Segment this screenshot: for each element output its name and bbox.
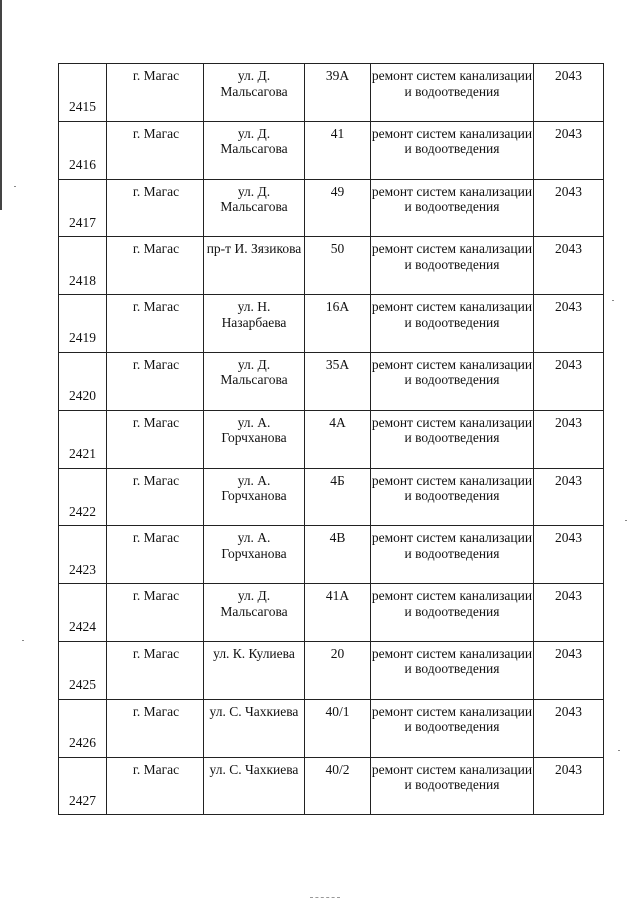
scan-edge-mark (0, 0, 2, 210)
year-cell: 2043 (534, 295, 604, 353)
city-cell: г. Магас (107, 295, 204, 353)
works-table-body (59, 64, 604, 815)
table-row (59, 641, 604, 699)
scan-speck (22, 640, 24, 641)
work-type-cell: ремонт систем канализации и водоотведения (371, 468, 534, 526)
street-cell: ул. С. Чахкиева (204, 757, 305, 815)
row-number-cell: 2421 (59, 410, 107, 468)
work-type-cell: ремонт систем канализации и водоотведения (371, 237, 534, 295)
row-number-cell: 2417 (59, 179, 107, 237)
house-number-cell: 35А (305, 352, 371, 410)
year-cell: 2043 (534, 641, 604, 699)
table-row (59, 757, 604, 815)
street-cell: ул. Н. Назарбаева (204, 295, 305, 353)
city-cell: г. Магас (107, 64, 204, 122)
city-cell: г. Магас (107, 699, 204, 757)
city-cell: г. Магас (107, 410, 204, 468)
year-cell: 2043 (534, 179, 604, 237)
house-number-cell: 41А (305, 584, 371, 642)
table-row (59, 237, 604, 295)
street-cell: пр-т И. Зязикова (204, 237, 305, 295)
house-number-cell: 50 (305, 237, 371, 295)
house-number-cell: 40/2 (305, 757, 371, 815)
city-cell: г. Магас (107, 468, 204, 526)
year-cell: 2043 (534, 410, 604, 468)
house-number-cell: 39А (305, 64, 371, 122)
work-type-cell: ремонт систем канализации и водоотведения (371, 699, 534, 757)
row-number-cell: 2422 (59, 468, 107, 526)
work-type-cell: ремонт систем канализации и водоотведения (371, 526, 534, 584)
house-number-cell: 4В (305, 526, 371, 584)
table-row (59, 584, 604, 642)
house-number-cell: 4А (305, 410, 371, 468)
city-cell: г. Магас (107, 237, 204, 295)
house-number-cell: 41 (305, 121, 371, 179)
scan-speck (625, 520, 627, 521)
table-row (59, 64, 604, 122)
house-number-cell: 16А (305, 295, 371, 353)
table-row (59, 410, 604, 468)
works-table (58, 63, 604, 815)
year-cell: 2043 (534, 699, 604, 757)
table-row (59, 699, 604, 757)
table-row (59, 295, 604, 353)
street-cell: ул. К. Кулиева (204, 641, 305, 699)
street-cell: ул. Д. Мальсагова (204, 352, 305, 410)
year-cell: 2043 (534, 526, 604, 584)
year-cell: 2043 (534, 584, 604, 642)
street-cell: ул. А. Горчханова (204, 410, 305, 468)
row-number-cell: 2424 (59, 584, 107, 642)
year-cell: 2043 (534, 121, 604, 179)
house-number-cell: 4Б (305, 468, 371, 526)
page-footer-mark (310, 897, 340, 900)
work-type-cell: ремонт систем канализации и водоотведения (371, 179, 534, 237)
street-cell: ул. С. Чахкиева (204, 699, 305, 757)
row-number-cell: 2427 (59, 757, 107, 815)
city-cell: г. Магас (107, 584, 204, 642)
work-type-cell: ремонт систем канализации и водоотведения (371, 410, 534, 468)
scan-speck (14, 186, 16, 187)
work-type-cell: ремонт систем канализации и водоотведения (371, 641, 534, 699)
house-number-cell: 20 (305, 641, 371, 699)
row-number-cell: 2415 (59, 64, 107, 122)
row-number-cell: 2423 (59, 526, 107, 584)
work-type-cell: ремонт систем канализации и водоотведения (371, 584, 534, 642)
row-number-cell: 2425 (59, 641, 107, 699)
year-cell: 2043 (534, 64, 604, 122)
city-cell: г. Магас (107, 179, 204, 237)
street-cell: ул. Д. Мальсагова (204, 64, 305, 122)
table-row (59, 526, 604, 584)
table-row (59, 352, 604, 410)
city-cell: г. Магас (107, 121, 204, 179)
year-cell: 2043 (534, 757, 604, 815)
table-row (59, 121, 604, 179)
scan-speck (612, 300, 614, 301)
street-cell: ул. Д. Мальсагова (204, 584, 305, 642)
work-type-cell: ремонт систем канализации и водоотведения (371, 295, 534, 353)
street-cell: ул. Д. Мальсагова (204, 121, 305, 179)
table-row (59, 468, 604, 526)
year-cell: 2043 (534, 468, 604, 526)
row-number-cell: 2420 (59, 352, 107, 410)
row-number-cell: 2418 (59, 237, 107, 295)
work-type-cell: ремонт систем канализации и водоотведения (371, 757, 534, 815)
city-cell: г. Магас (107, 757, 204, 815)
city-cell: г. Магас (107, 641, 204, 699)
row-number-cell: 2426 (59, 699, 107, 757)
year-cell: 2043 (534, 352, 604, 410)
scan-speck (618, 750, 620, 751)
row-number-cell: 2416 (59, 121, 107, 179)
row-number-cell: 2419 (59, 295, 107, 353)
street-cell: ул. А. Горчханова (204, 468, 305, 526)
city-cell: г. Магас (107, 526, 204, 584)
work-type-cell: ремонт систем канализации и водоотведения (371, 352, 534, 410)
house-number-cell: 40/1 (305, 699, 371, 757)
street-cell: ул. А. Горчханова (204, 526, 305, 584)
year-cell: 2043 (534, 237, 604, 295)
work-type-cell: ремонт систем канализации и водоотведения (371, 121, 534, 179)
table-row (59, 179, 604, 237)
house-number-cell: 49 (305, 179, 371, 237)
street-cell: ул. Д. Мальсагова (204, 179, 305, 237)
work-type-cell: ремонт систем канализации и водоотведения (371, 64, 534, 122)
city-cell: г. Магас (107, 352, 204, 410)
